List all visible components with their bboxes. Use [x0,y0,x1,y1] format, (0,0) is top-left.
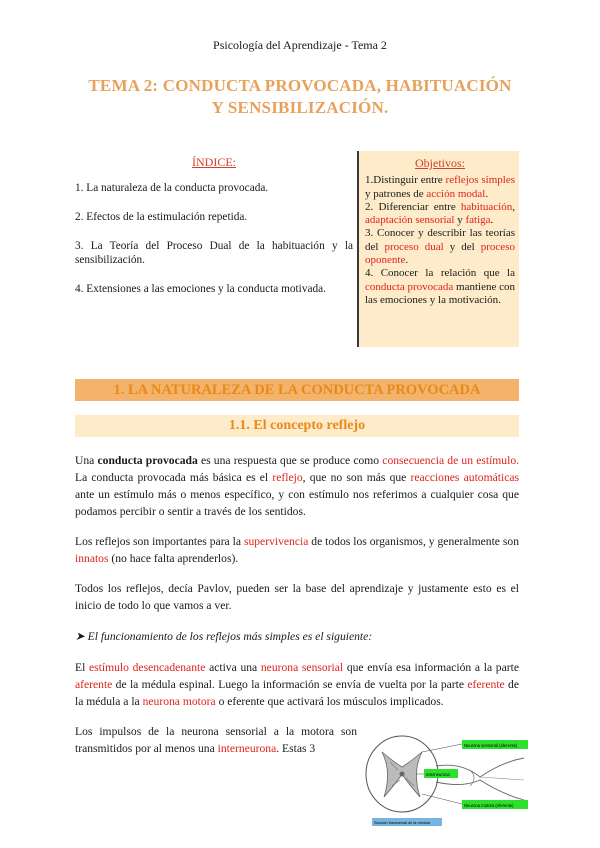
title-line-2: Y SENSIBILIZACIÓN. [211,98,389,117]
index-box [75,155,353,311]
index-item-1: 1. La naturaleza de la conducta provocada. [75,182,269,194]
objective-1: 1.Distinguir entre reflejos simples y patrones de acción modal. [365,174,515,200]
label-inter: Interneurona [426,772,450,777]
paragraph-3: Todos los reflejos, decía Pavlov, pueden ser la base del aprendizaje y justamente esto es el inicio de todo lo que vamos a ver. [75,582,519,612]
index-item-4: 4. Extensiones a las emociones y la conducta motivada. [75,283,326,295]
reflex-arc-diagram [362,722,532,832]
paragraph-4: ➤ El funcionamiento de los reflejos más simples es el siguiente: [75,630,373,643]
paragraph-1: Una conducta provocada es una respuesta que se produce como consecuencia de un estímulo. La conducta provocada más básica es el reflejo, que no son más que reacciones automáticas ante un estímulo más o menos específico, y con estímulo nos referimos a cualquier cosa que podamos percibir o sentir a través de los sentidos. [75,454,520,518]
objective-3: 3. Conocer y describir las teorías del proceso dual y del proceso oponente. [365,227,515,267]
title-line-1: TEMA 2: CONDUCTA PROVOCADA, HABITUACIÓN [88,76,512,95]
objectives-box [357,151,519,347]
objective-2: 2. Diferenciar entre habituación, adaptación sensorial y fatiga. [365,200,515,227]
index-heading: ÍNDICE: [192,155,236,169]
paragraph-5: El estímulo desencadenante activa una neurona sensorial que envía esa información a la parte aferente de la médula espinal. Luego la información se envía de vuelta por la parte eferente de la médula a la neurona motora o eferente que activará los músculos implicados. [75,661,519,708]
paragraph-6: Los impulsos de la neurona sensorial a la motora son transmitidos por al menos una interneurona. Estas 3 [75,725,357,755]
nerve-fibers [436,758,524,800]
label-sensory: Neurona sensorial (aferente) [464,743,518,748]
subsection-heading: 1.1. El concepto reflejo [75,415,519,437]
objectives-heading: Objetivos: [415,156,465,170]
section-heading: 1. LA NATURALEZA DE LA CONDUCTA PROVOCADA [75,379,519,401]
running-header: Psicología del Aprendizaje - Tema 2 [213,38,387,52]
index-item-3: 3. La Teoría del Proceso Dual de la habituación y la sensibilización. [75,240,353,266]
objective-4: 4. Conocer la relación que la conducta provocada mantiene con las emociones y la motivación. [365,267,515,306]
page-title [60,75,540,119]
label-motor: Neurona motora (eferente) [464,803,514,808]
index-item-2: 2. Efectos de la estimulación repetida. [75,211,248,223]
paragraph-2: Los reflejos son importantes para la supervivencia de todos los organismos, y generalmente son innatos (no hace falta aprenderlos). [75,535,519,565]
label-spinal: Sección transversal de la médula [374,821,430,825]
